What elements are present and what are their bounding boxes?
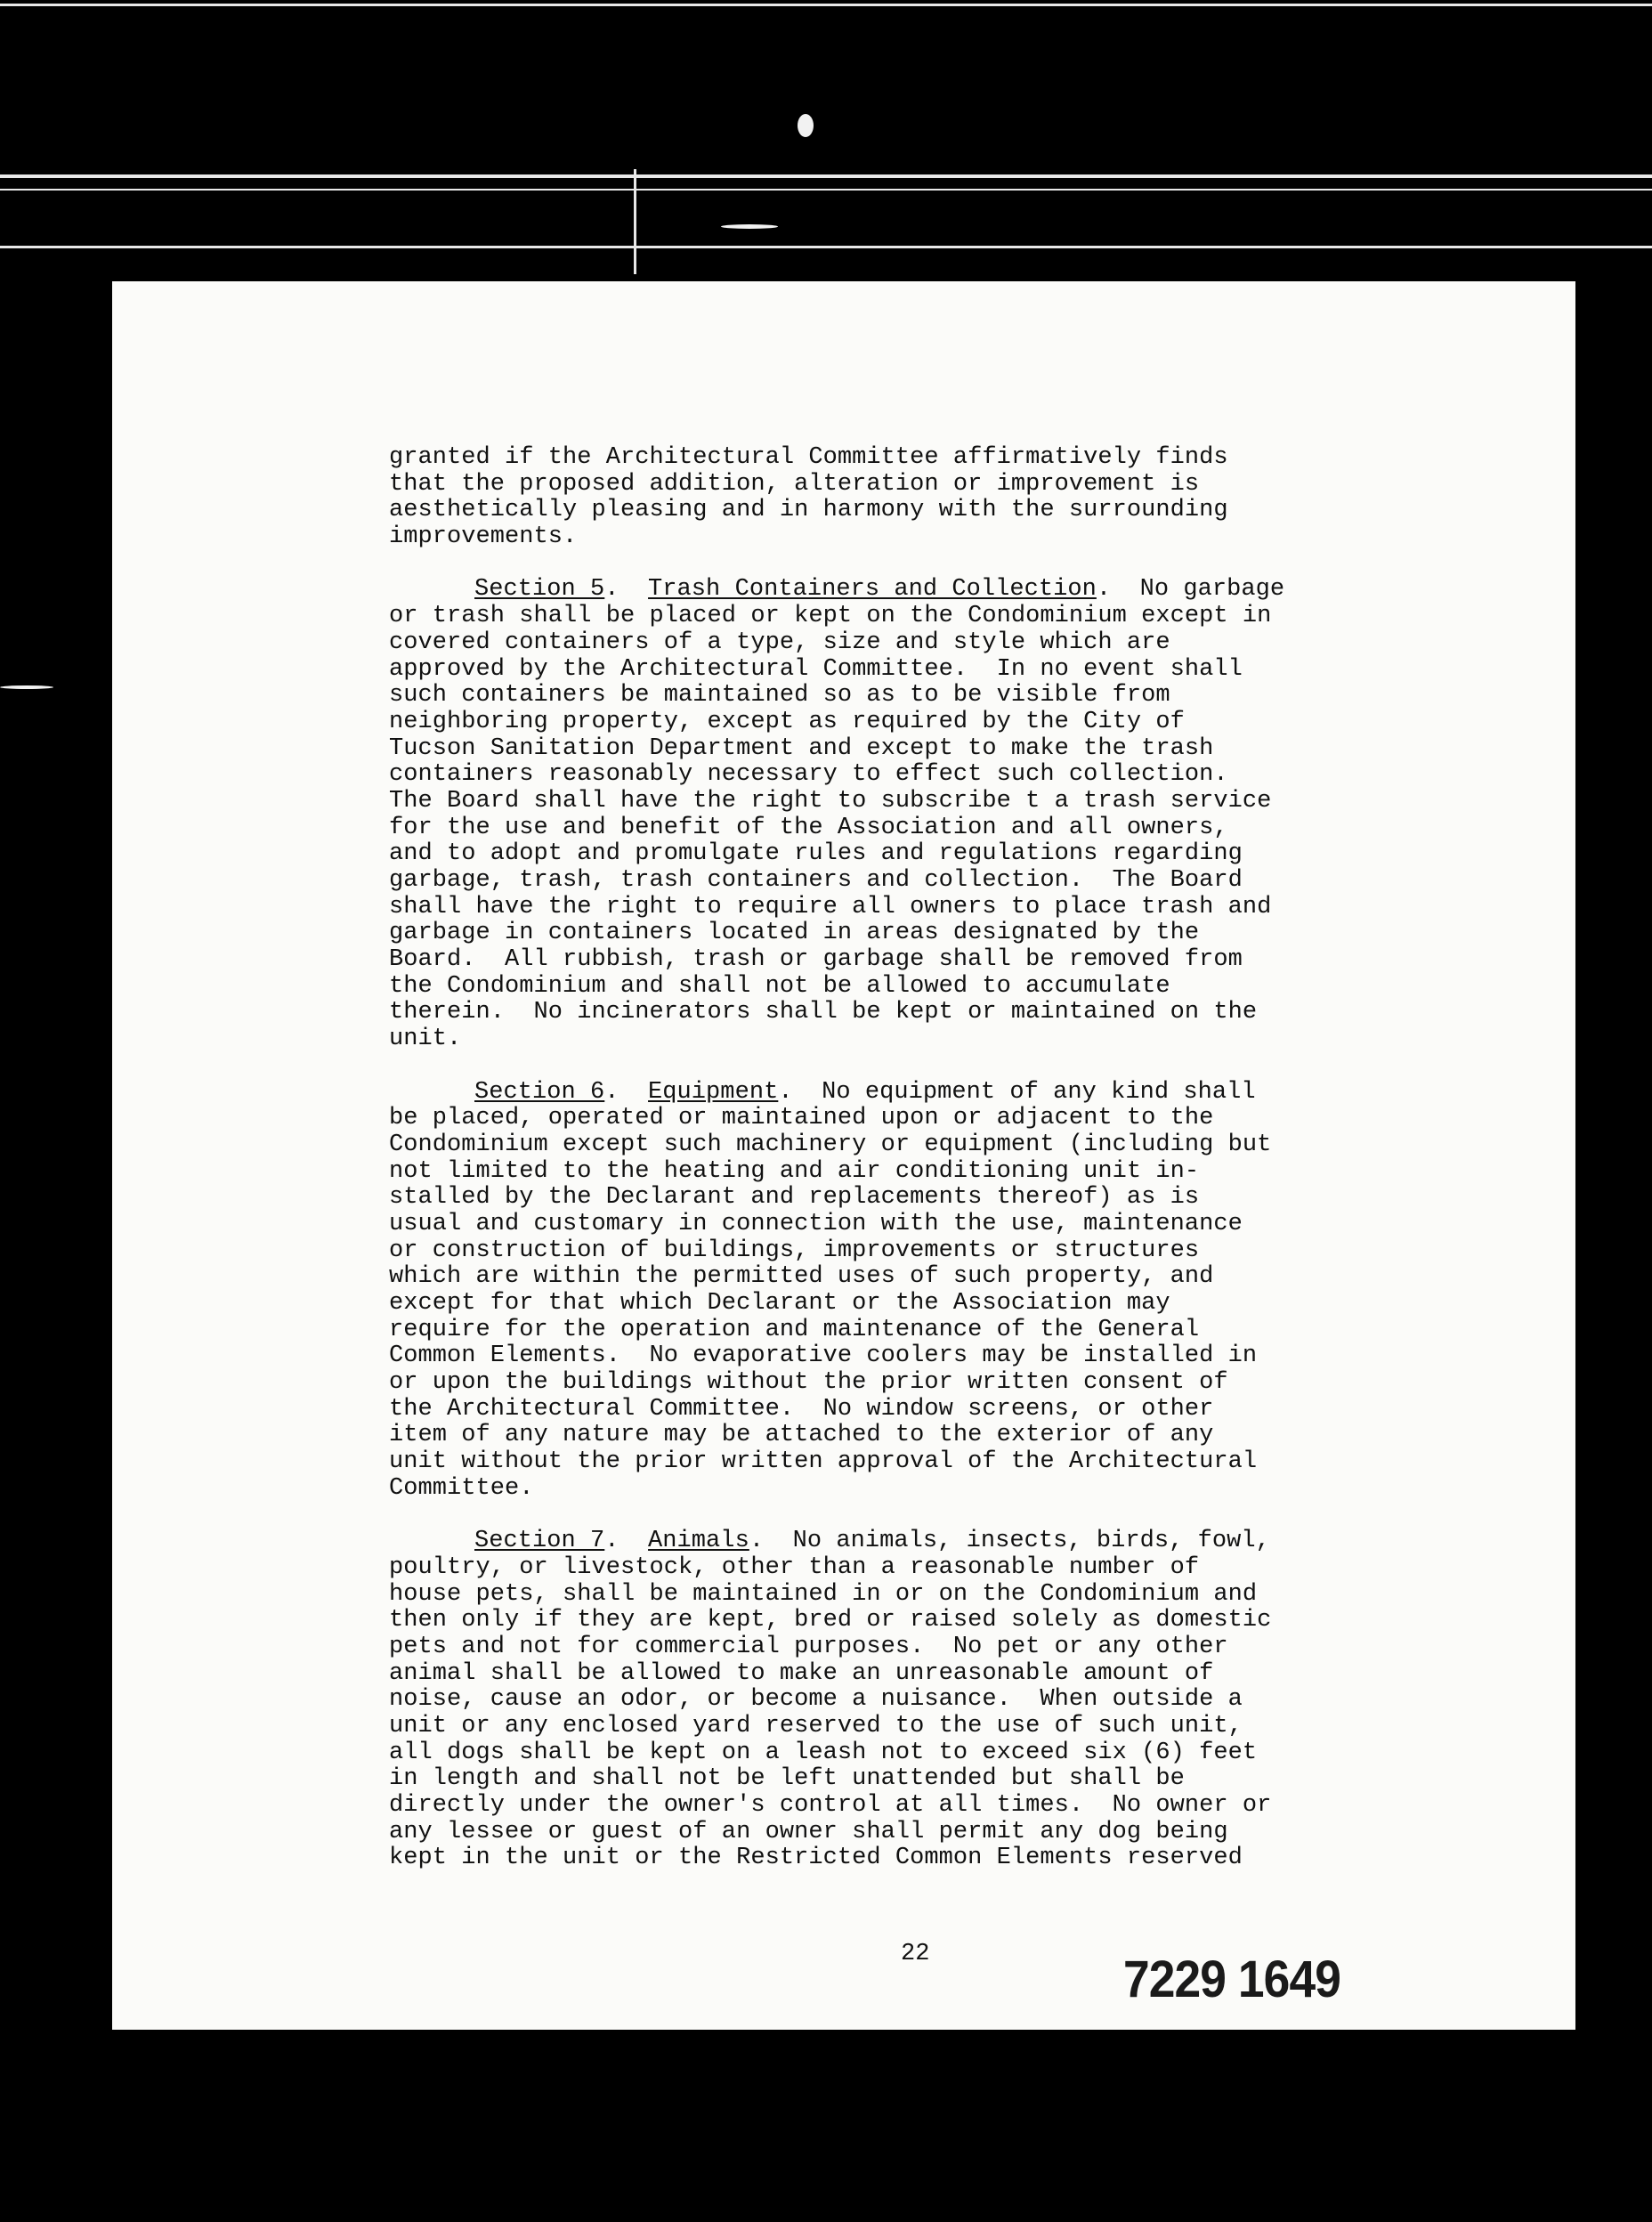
scan-border-top-line	[0, 4, 1652, 6]
text-line	[389, 1529, 1439, 1555]
text-line	[389, 445, 1439, 472]
text-segment: house pets, shall be maintained in or on the Condominium and	[389, 1580, 1258, 1608]
text-line	[389, 577, 1439, 604]
text-line	[389, 1608, 1439, 1634]
text-segment: directly under the owner's control at all times. No owner or	[389, 1792, 1272, 1820]
text-segment: .	[604, 1078, 649, 1106]
page-number: 22	[901, 1941, 930, 1967]
text-segment: Common Elements. No evaporative coolers may be installed in	[389, 1342, 1258, 1370]
text-segment: approved by the Architectural Committee. In no event shall	[389, 655, 1243, 683]
text-segment: neighboring property, except as required by the City of	[389, 708, 1185, 735]
text-segment: . No garbage	[1096, 576, 1285, 604]
text-line	[389, 472, 1439, 499]
text-line	[389, 1687, 1439, 1714]
text-segment: all dogs shall be kept on a leash not to exceed six (6) feet	[389, 1739, 1258, 1766]
text-line	[389, 1476, 1439, 1503]
section-heading-text: Trash Containers and Collection	[648, 576, 1097, 604]
text-line	[389, 974, 1439, 1001]
text-segment: not limited to the heating and air conditioning unit in-	[389, 1157, 1200, 1185]
text-line	[389, 1080, 1439, 1107]
text-segment: improvements.	[389, 523, 578, 551]
paragraph-gap	[389, 551, 1439, 578]
text-segment: the Condominium and shall not be allowed to accumulate	[389, 972, 1170, 1000]
text-segment: garbage in containers located in areas designated by the	[389, 920, 1200, 947]
text-line	[389, 736, 1439, 763]
text-line	[389, 841, 1439, 868]
text-segment: . No equipment of any kind shall	[778, 1078, 1256, 1106]
text-line	[389, 1634, 1439, 1661]
text-line	[389, 1132, 1439, 1159]
text-line	[389, 1661, 1439, 1688]
text-line	[389, 630, 1439, 657]
text-line	[389, 1026, 1439, 1053]
text-segment: or trash shall be placed or kept on the Condominium except in	[389, 603, 1272, 630]
text-line	[389, 1714, 1439, 1740]
text-line	[389, 1740, 1439, 1767]
text-segment: in length and shall not be left unattended but shall be	[389, 1765, 1185, 1793]
text-segment: shall have the right to require all owners to place trash and	[389, 893, 1272, 920]
text-segment: unit without the prior written approval of the Architectural	[389, 1448, 1258, 1476]
text-segment: granted if the Architectural Committee affirmatively finds	[389, 444, 1228, 471]
text-segment: item of any nature may be attached to the exterior of any	[389, 1422, 1214, 1449]
text-segment: usual and customary in connection with the use, maintenance	[389, 1210, 1243, 1237]
scan-speck	[721, 224, 778, 229]
text-line	[389, 868, 1439, 895]
section-heading-text: Animals	[648, 1528, 749, 1555]
text-segment: any lessee or guest of an owner shall permit any dog being	[389, 1818, 1228, 1845]
text-segment: Tucson Sanitation Department and except to make the trash	[389, 734, 1214, 762]
text-segment: Board. All rubbish, trash or garbage shall be removed from	[389, 946, 1243, 974]
section-heading-text: Section 5	[474, 576, 605, 604]
scan-border-line	[0, 246, 1652, 248]
text-segment: which are within the permitted uses of such property, and	[389, 1263, 1214, 1291]
text-segment: containers reasonably necessary to effect such collection.	[389, 761, 1228, 789]
text-segment: aesthetically pleasing and in harmony with the surrounding	[389, 497, 1228, 524]
text-line	[389, 762, 1439, 789]
docket-stamp: 7229 1649	[1123, 1950, 1340, 2008]
text-segment: the Architectural Committee. No window screens, or other	[389, 1395, 1214, 1423]
text-segment: and to adopt and promulgate rules and regulations regarding	[389, 840, 1243, 868]
text-segment: stalled by the Declarant and replacements thereof) as is	[389, 1184, 1200, 1212]
text-line	[389, 1343, 1439, 1370]
text-line	[389, 1264, 1439, 1291]
text-segment: unit or any enclosed yard reserved to the use of such unit,	[389, 1713, 1243, 1739]
text-segment: be placed, operated or maintained upon or adjacent to the	[389, 1105, 1214, 1132]
text-line	[389, 1397, 1439, 1423]
text-line	[389, 815, 1439, 842]
text-segment: . No animals, insects, birds, fowl,	[749, 1528, 1270, 1555]
text-line	[389, 710, 1439, 736]
text-line	[389, 789, 1439, 815]
text-line	[389, 1766, 1439, 1793]
text-line	[389, 1423, 1439, 1449]
scan-border-line	[0, 174, 1652, 178]
paragraph-gap	[389, 1503, 1439, 1529]
text-segment: require for the operation and maintenance of the General	[389, 1316, 1200, 1343]
section-heading-text: Equipment	[648, 1078, 779, 1106]
text-line	[389, 1238, 1439, 1265]
text-line	[389, 1291, 1439, 1318]
text-line	[389, 920, 1439, 947]
text-segment: animal shall be allowed to make an unreasonable amount of	[389, 1659, 1214, 1687]
text-line	[389, 657, 1439, 684]
text-segment: Committee.	[389, 1474, 534, 1502]
text-line	[389, 1820, 1439, 1846]
text-segment: unit.	[389, 1026, 462, 1053]
scan-border-line	[0, 189, 1652, 191]
section-heading-text: Section 7	[474, 1528, 605, 1555]
text-segment: that the proposed addition, alteration or improvement is	[389, 470, 1200, 498]
scan-border-line	[634, 169, 636, 274]
text-line	[389, 1845, 1439, 1872]
paragraph-gap	[389, 1053, 1439, 1080]
document-body	[389, 445, 1439, 1872]
scan-speck	[0, 685, 53, 689]
text-line	[389, 1370, 1439, 1397]
text-segment: Condominium except such machinery or equipment (including but	[389, 1131, 1272, 1158]
text-segment: noise, cause an odor, or become a nuisance. When outside a	[389, 1686, 1243, 1714]
text-line	[389, 1185, 1439, 1212]
scan-speck	[798, 114, 814, 137]
text-line	[389, 947, 1439, 974]
text-segment: .	[604, 576, 649, 604]
text-line	[389, 1582, 1439, 1609]
text-segment: pets and not for commercial purposes. No pet or any other	[389, 1633, 1228, 1660]
text-line	[389, 1318, 1439, 1344]
text-segment: covered containers of a type, size and style which are	[389, 628, 1170, 656]
text-segment: for the use and benefit of the Association and all owners,	[389, 814, 1228, 841]
text-line	[389, 1212, 1439, 1238]
text-segment: such containers be maintained so as to be visible from	[389, 682, 1170, 710]
text-segment: kept in the unit or the Restricted Common Elements reserved	[389, 1845, 1243, 1872]
text-line	[389, 498, 1439, 524]
text-segment: garbage, trash, trash containers and collection. The Board	[389, 867, 1243, 894]
text-line	[389, 604, 1439, 630]
text-line	[389, 1793, 1439, 1820]
text-line	[389, 1000, 1439, 1026]
text-segment: therein. No incinerators shall be kept or maintained on the	[389, 999, 1258, 1026]
text-segment: then only if they are kept, bred or raised solely as domestic	[389, 1607, 1272, 1634]
text-segment: except for that which Declarant or the Association may	[389, 1290, 1170, 1317]
text-segment: or construction of buildings, improvements or structures	[389, 1237, 1200, 1264]
text-segment: .	[604, 1528, 649, 1555]
text-line	[389, 1555, 1439, 1582]
text-line	[389, 1159, 1439, 1186]
text-segment: or upon the buildings without the prior written consent of	[389, 1369, 1228, 1397]
text-line	[389, 683, 1439, 710]
text-line	[389, 1106, 1439, 1132]
text-line	[389, 524, 1439, 551]
text-line	[389, 1449, 1439, 1476]
section-heading-text: Section 6	[474, 1078, 605, 1106]
text-line	[389, 895, 1439, 921]
text-segment: poultry, or livestock, other than a reasonable number of	[389, 1553, 1200, 1581]
text-segment: The Board shall have the right to subscribe t a trash service	[389, 787, 1272, 815]
